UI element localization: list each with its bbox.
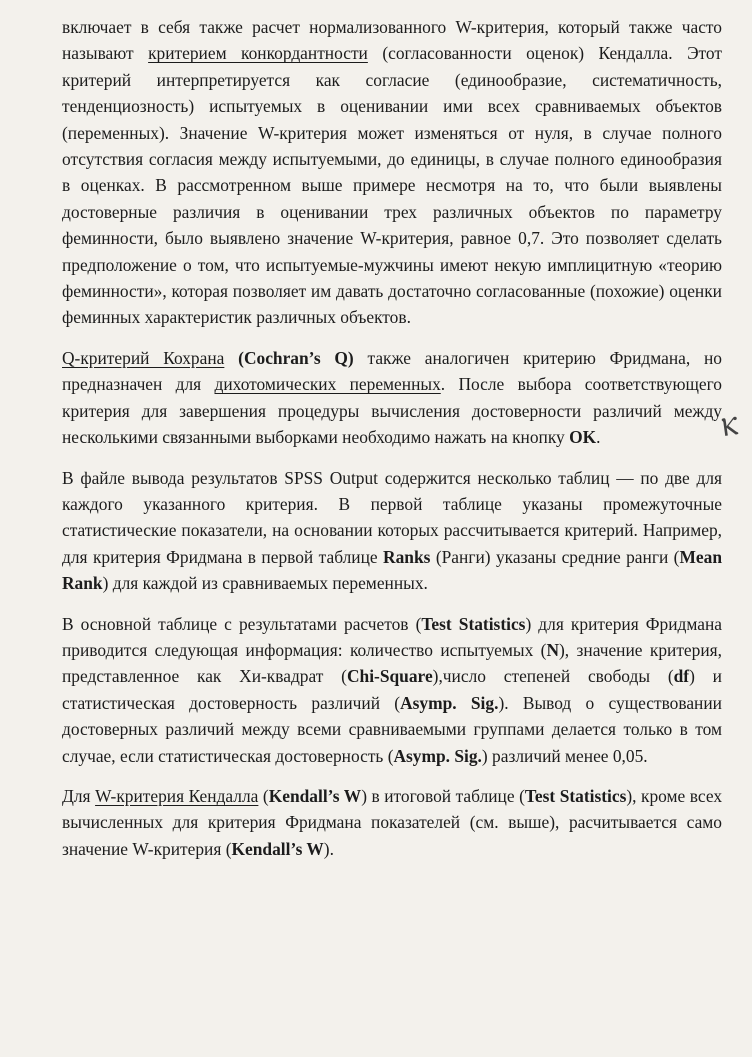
paragraph-test-statistics — [62, 611, 722, 769]
text-run: ),число степеней свободы ( — [432, 666, 674, 687]
underlined-term: Q-критерий Кохрана — [62, 347, 225, 368]
bold-term: (Cochran’s Q) — [238, 347, 354, 368]
text-run: В основной таблице с результатами расчетов ( — [62, 613, 422, 634]
text-run: ) для критерия Фридмана приводится следующая информация: количество испытуемых ( — [62, 613, 722, 660]
text-run: ). Вывод о существовании достоверных различий между всеми сравниваемыми группами делается только в том случае, если статистическая достоверность ( — [62, 692, 722, 766]
paragraph-kendall-concordance — [62, 14, 722, 331]
text-run: ( — [258, 785, 269, 806]
text-run: также аналогичен критерию Фридмана, но предназначен для — [62, 347, 722, 395]
text-run: (согласованности оценок) Кендалла. Этот критерий интерпретируется как согласие (единообразие, систематичность, тенденциозность) испытуемых в оценивании ими всех сравниваемых объектов (переменных). Значение W-критерия может изменяться от нуля, в случае полного отсутствия согласия между испытуемыми, до единицы, в случае полного единообразия в оценках. В рассмотренном выше примере несмотря на то, что были выявлены достоверные различия в оценивании трех различных объектов по параметру феминности, было выявлено значение W-критерия, равное 0,7. Это позволяет сделать предположение о том, что испытуемые-мужчины имеют некую имплицитную «теорию феминности», которая позволяет им давать достаточно согласованные (похожие) оценки феминных характеристик различных объектов. — [62, 43, 722, 328]
bold-term: Ranks — [383, 546, 431, 567]
bold-term: Asymp. Sig. — [393, 745, 482, 766]
text-run: Для — [62, 785, 96, 806]
bold-term: Kendall’s W — [268, 785, 362, 806]
text-run: . После выбора соответствующего критерия для завершения процедуры вычисления достоверности различий между несколькими связанными выборками необходимо нажать на кнопку — [62, 374, 722, 448]
text-run: (Ранги) указаны средние ранги ( — [430, 546, 680, 567]
text-run: ) различий менее 0,05. — [481, 745, 648, 766]
text-run: . — [596, 427, 601, 448]
handwritten-margin-note: Ⲕ — [719, 411, 741, 443]
text-run: ). — [323, 838, 334, 859]
bold-term: Test Statistics — [421, 613, 526, 634]
text-run — [224, 348, 238, 368]
text-run: ) в итоговой таблице ( — [361, 785, 525, 806]
text-run: ) для каждой из сравниваемых переменных. — [102, 573, 428, 594]
bold-term: OK — [569, 427, 597, 448]
text-run: включает в себя также расчет нормализованного W-критерия, который также часто называют — [62, 17, 722, 64]
paragraph-spss-output — [62, 465, 722, 597]
underlined-term: W-критерия Кендалла — [95, 785, 259, 806]
bold-term: Mean Rank — [62, 546, 722, 594]
paragraph-kendall-w — [62, 783, 722, 862]
text-run: ) и статистическая достоверность различий ( — [62, 666, 722, 713]
underlined-term: критерием конкордантности — [148, 43, 368, 64]
text-run: ), значение критерия, представленное как Хи-квадрат ( — [62, 639, 722, 687]
bold-term: N — [546, 639, 560, 660]
page-body — [62, 14, 722, 876]
bold-term: df — [673, 666, 690, 687]
bold-term: Chi-Square — [346, 666, 433, 687]
text-run: В файле вывода результатов SPSS Output содержится несколько таблиц — по две для каждого указанного критерия. В первой таблице указаны промежуточные статистические показатели, на основании которых рассчитывается критерий. Например, для критерия Фридмана в первой таблице — [62, 467, 722, 567]
bold-term: Asymp. Sig. — [400, 692, 499, 713]
paragraph-cochran-q — [62, 345, 722, 451]
underlined-term: дихотомических переменных — [214, 374, 441, 395]
bold-term: Test Statistics — [524, 785, 627, 806]
text-run: ), кроме всех вычисленных для критерия Фридмана показателей (см. выше), расчитывается само значение W-критерия ( — [62, 785, 723, 859]
bold-term: Kendall’s W — [231, 838, 324, 859]
